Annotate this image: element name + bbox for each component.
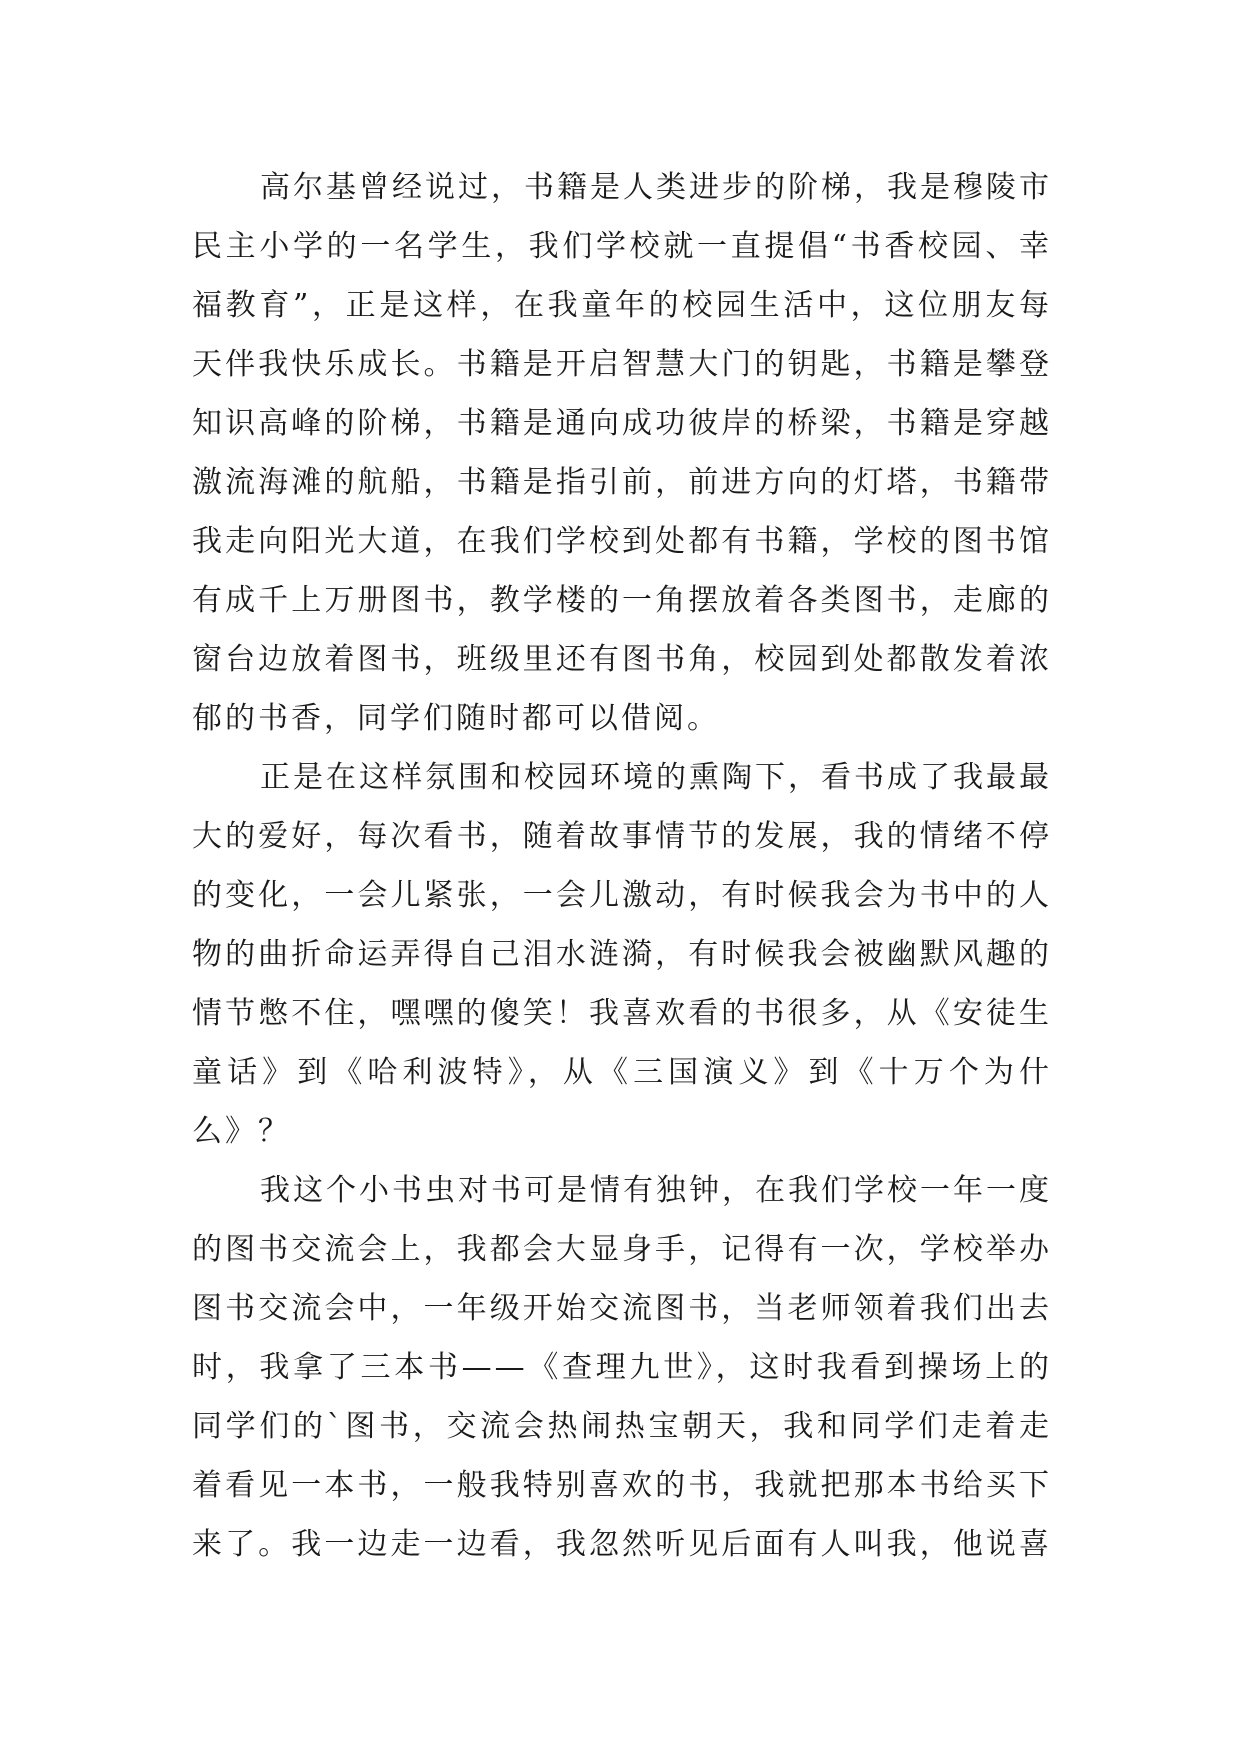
text-line: 知识高峰的阶梯，书籍是通向成功彼岸的桥梁，书籍是穿越	[192, 406, 1052, 441]
text-line: 同学们的`图书，交流会热闹热宝朝天，我和同学们走着走	[192, 1409, 1052, 1444]
text-line: 大的爱好，每次看书，随着故事情节的发展，我的情绪不停	[192, 819, 1052, 854]
text-line: 么》？	[192, 1114, 291, 1149]
text-line: 图书交流会中，一年级开始交流图书，当老师领着我们出去	[192, 1291, 1052, 1326]
text-line: 窗台边放着图书，班级里还有图书角，校园到处都散发着浓	[192, 642, 1052, 677]
text-line: 民主小学的一名学生，我们学校就一直提倡“书香校园、幸	[192, 229, 1052, 264]
text-line: 时，我拿了三本书——《查理九世》，这时我看到操场上的	[192, 1350, 1052, 1385]
paragraph	[192, 158, 1052, 748]
paragraph	[192, 748, 1052, 1161]
text-line: 高尔基曾经说过，书籍是人类进步的阶梯，我是穆陵市	[260, 170, 1052, 205]
text-line: 有成千上万册图书，教学楼的一角摆放着各类图书，走廊的	[192, 583, 1052, 618]
text-line: 情节憋不住，嘿嘿的傻笑！我喜欢看的书很多，从《安徒生	[192, 996, 1052, 1031]
text-line: 天伴我快乐成长。书籍是开启智慧大门的钥匙，书籍是攀登	[192, 347, 1052, 382]
text-line: 我走向阳光大道，在我们学校到处都有书籍，学校的图书馆	[192, 524, 1052, 559]
text-line: 来了。我一边走一边看，我忽然听见后面有人叫我，他说喜	[192, 1527, 1052, 1562]
paragraph	[192, 1161, 1052, 1574]
text-line: 的图书交流会上，我都会大显身手，记得有一次，学校举办	[192, 1232, 1052, 1267]
text-line: 的变化，一会儿紧张，一会儿激动，有时候我会为书中的人	[192, 878, 1052, 913]
text-line: 正是在这样氛围和校园环境的熏陶下，看书成了我最最	[260, 760, 1052, 795]
text-line: 激流海滩的航船，书籍是指引前，前进方向的灯塔，书籍带	[192, 465, 1052, 500]
text-line: 物的曲折命运弄得自己泪水涟漪，有时候我会被幽默风趣的	[192, 937, 1052, 972]
essay-body	[192, 158, 1052, 1574]
text-line: 童话》到《哈利波特》，从《三国演义》到《十万个为什	[192, 1055, 1052, 1090]
text-line: 我这个小书虫对书可是情有独钟，在我们学校一年一度	[260, 1173, 1052, 1208]
text-line: 福教育”，正是这样，在我童年的校园生活中，这位朋友每	[192, 288, 1052, 323]
text-line: 郁的书香，同学们随时都可以借阅。	[192, 701, 720, 736]
text-line: 着看见一本书，一般我特别喜欢的书，我就把那本书给买下	[192, 1468, 1052, 1503]
